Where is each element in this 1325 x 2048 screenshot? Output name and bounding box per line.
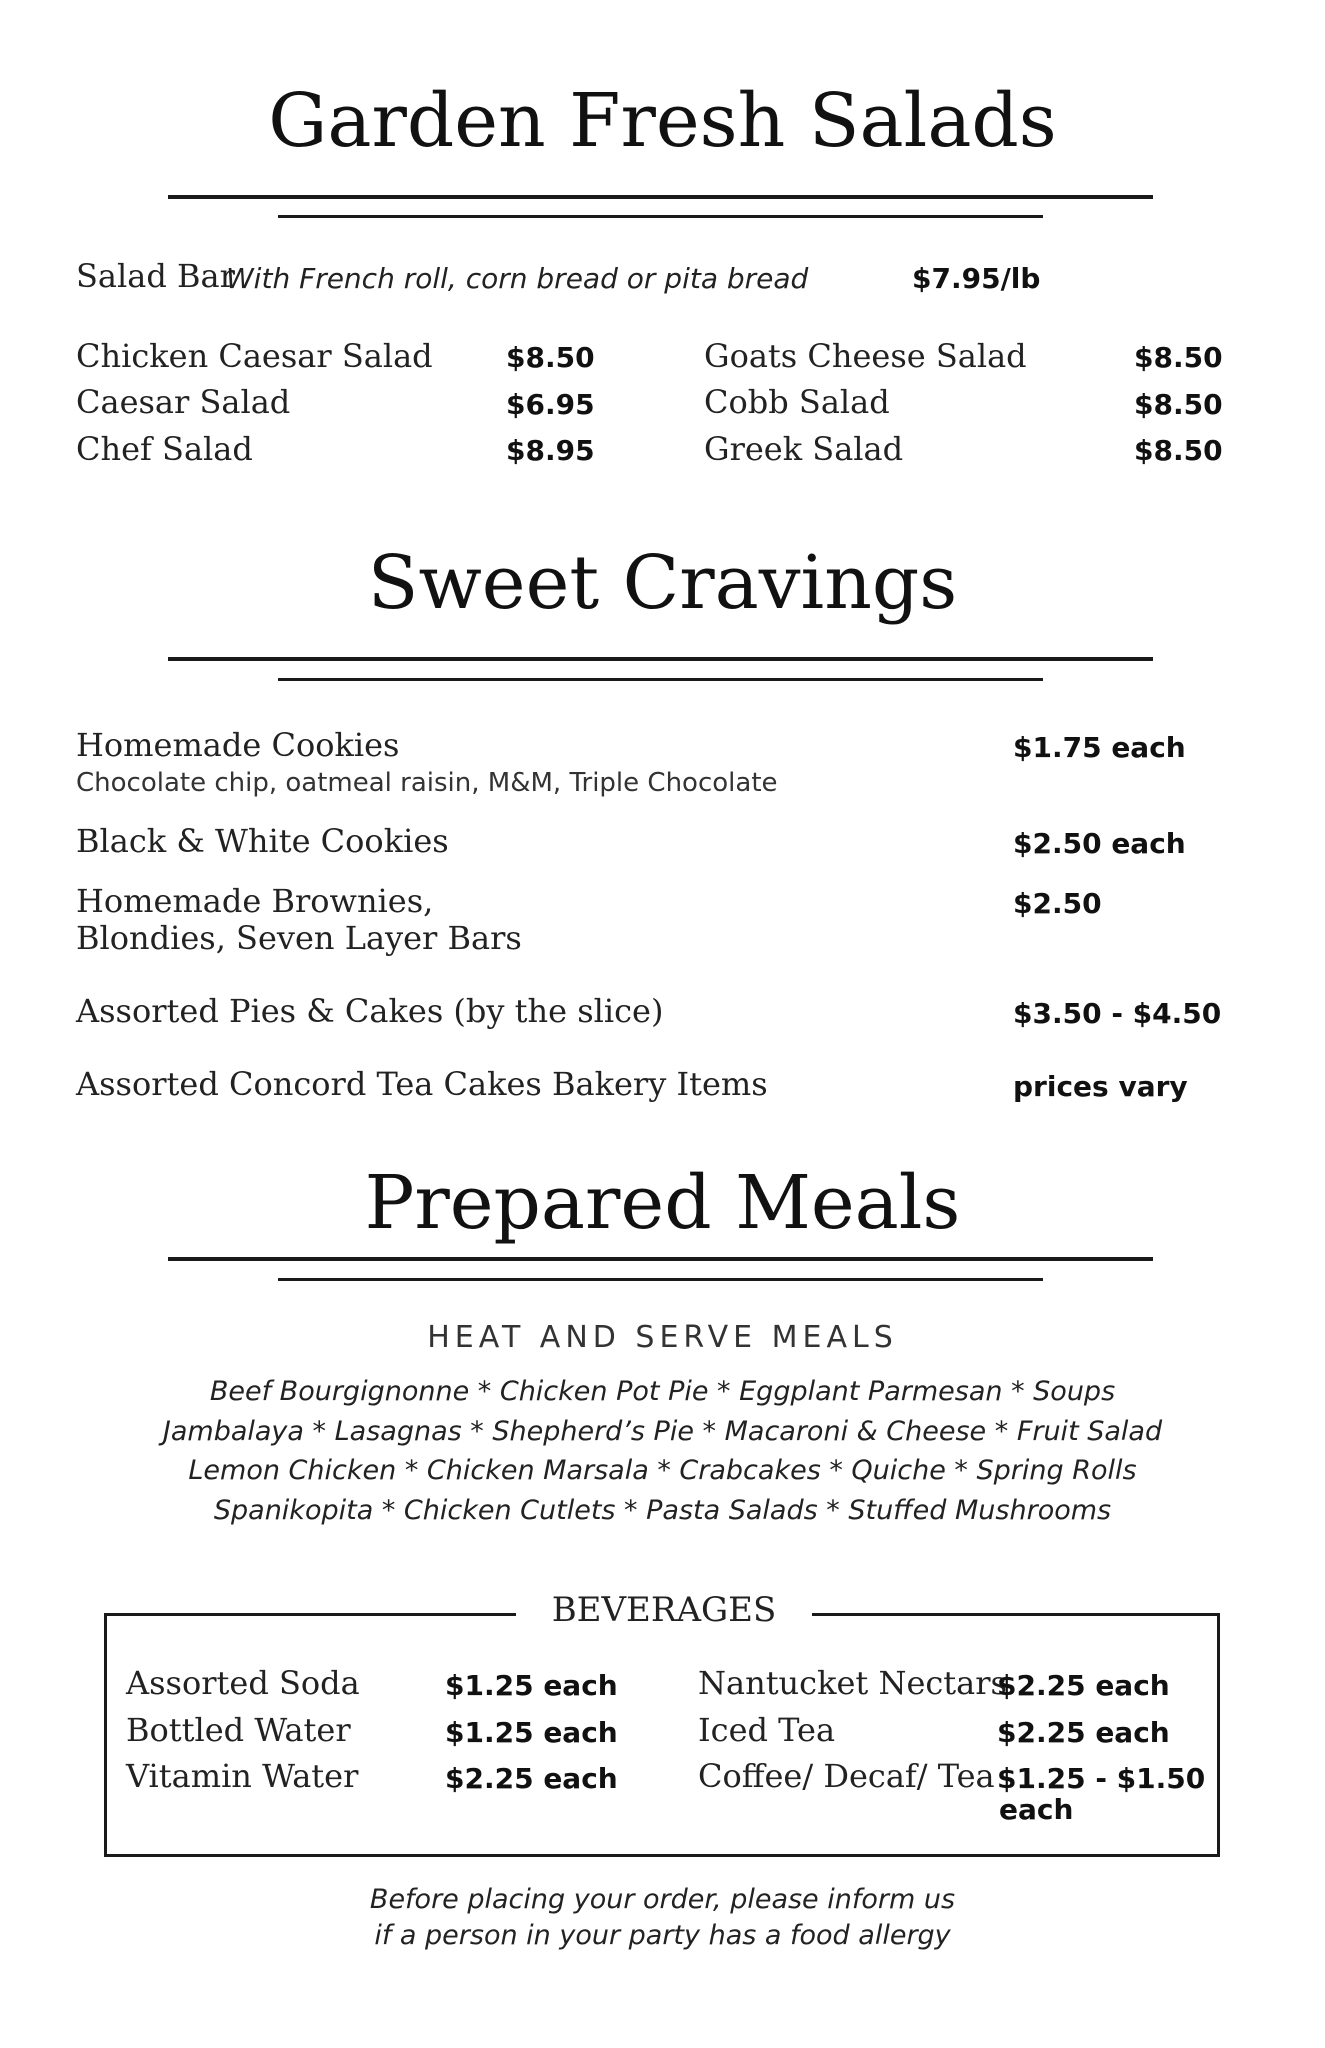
sweet-1-price: $2.50 each	[1013, 827, 1186, 860]
bev-right-1-price: $2.25 each	[997, 1716, 1170, 1749]
salads-rule-top	[168, 195, 1153, 199]
bev-right-2-price: $1.25 - $1.50	[997, 1762, 1206, 1795]
salad-left-0-price: $8.50	[506, 341, 595, 374]
salad-right-1-name: Cobb Salad	[704, 383, 890, 421]
meals-rule-bottom	[278, 1278, 1043, 1281]
salad-bar-name: Salad Bar	[76, 257, 235, 295]
sweet-2-price: $2.50	[1013, 887, 1102, 920]
meals-rule-top	[168, 1257, 1153, 1261]
bev-left-0-name: Assorted Soda	[126, 1664, 360, 1702]
bev-right-0-name: Nantucket Nectars	[698, 1664, 1007, 1702]
meals-line-1: Jambalaya * Lasagnas * Shepherd’s Pie * Macaroni & Cheese * Fruit Salad	[162, 1416, 1163, 1447]
meals-subtitle: HEAT AND SERVE MEALS	[427, 1320, 898, 1355]
salad-bar-price: $7.95/lb	[912, 262, 1041, 295]
bev-right-0-price: $2.25 each	[997, 1669, 1170, 1702]
bev-right-2-price-line2: each	[999, 1793, 1074, 1826]
sweet-1-name: Black & White Cookies	[76, 822, 449, 860]
salad-left-0-name: Chicken Caesar Salad	[76, 337, 433, 375]
bev-right-1-name: Iced Tea	[698, 1711, 836, 1749]
meals-line-0: Beef Bourgignonne * Chicken Pot Pie * Eggplant Parmesan * Soups	[209, 1376, 1116, 1407]
sweets-rule-top	[168, 657, 1153, 661]
salads-rule-bottom	[278, 215, 1043, 218]
salad-left-2-name: Chef Salad	[76, 430, 253, 468]
beverages-title: BEVERAGES	[516, 1590, 812, 1630]
sweet-3-name: Assorted Pies & Cakes (by the slice)	[76, 992, 664, 1030]
salad-right-2-price: $8.50	[1134, 434, 1223, 467]
allergy-note-line2: if a person in your party has a food allergy	[374, 1920, 951, 1951]
salad-right-0-name: Goats Cheese Salad	[704, 337, 1027, 375]
bev-left-0-price: $1.25 each	[445, 1669, 618, 1702]
sweet-2-name-line2: Blondies, Seven Layer Bars	[76, 919, 522, 957]
sweet-0-name: Homemade Cookies	[76, 726, 400, 764]
sweets-rule-bottom	[278, 678, 1043, 681]
salad-left-1-name: Caesar Salad	[76, 383, 291, 421]
allergy-note-line1: Before placing your order, please inform us	[369, 1884, 956, 1915]
bev-left-2-price: $2.25 each	[445, 1762, 618, 1795]
sweet-4-name: Assorted Concord Tea Cakes Bakery Items	[76, 1065, 768, 1103]
salads-title: Garden Fresh Salads	[268, 78, 1057, 164]
meals-title: Prepared Meals	[364, 1160, 961, 1246]
bev-left-1-price: $1.25 each	[445, 1716, 618, 1749]
sweets-title: Sweet Cravings	[367, 540, 958, 626]
meals-line-3: Spanikopita * Chicken Cutlets * Pasta Salads * Stuffed Mushrooms	[213, 1495, 1112, 1526]
salad-right-2-name: Greek Salad	[704, 430, 904, 468]
bev-left-2-name: Vitamin Water	[126, 1757, 359, 1795]
salad-right-0-price: $8.50	[1134, 341, 1223, 374]
salad-bar-desc: With French roll, corn bread or pita bread	[226, 262, 809, 295]
meals-line-2: Lemon Chicken * Chicken Marsala * Crabcakes * Quiche * Spring Rolls	[188, 1455, 1137, 1486]
sweet-4-price: prices vary	[1013, 1070, 1188, 1103]
sweet-3-price: $3.50 - $4.50	[1013, 997, 1222, 1030]
sweet-0-price: $1.75 each	[1013, 731, 1186, 764]
salad-right-1-price: $8.50	[1134, 388, 1223, 421]
bev-right-2-name: Coffee/ Decaf/ Tea	[698, 1757, 995, 1795]
sweet-2-name: Homemade Brownies,	[76, 882, 434, 920]
sweet-0-desc: Chocolate chip, oatmeal raisin, M&M, Triple Chocolate	[76, 768, 778, 798]
salad-left-2-price: $8.95	[506, 434, 595, 467]
bev-left-1-name: Bottled Water	[126, 1711, 351, 1749]
salad-left-1-price: $6.95	[506, 388, 595, 421]
